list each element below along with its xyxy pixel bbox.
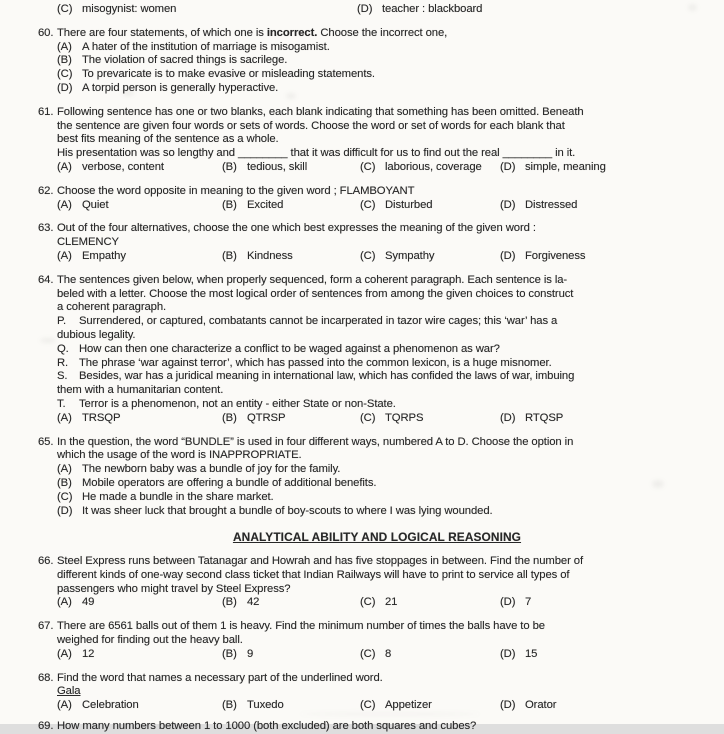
option	[57, 41, 716, 55]
options-row	[57, 412, 716, 426]
option	[500, 699, 716, 713]
option	[222, 699, 360, 713]
text-segment: How can then one characterize a conflict to be waged against a phenomenon as war?	[79, 342, 500, 355]
question-line	[57, 274, 716, 288]
question-line	[57, 685, 716, 699]
text-segment: There are four statements, of which one is	[57, 26, 267, 39]
question-line	[57, 329, 716, 343]
option-label: (A)	[57, 411, 72, 424]
option-label: (B)	[222, 160, 237, 173]
option-text: misogynist: women	[82, 3, 177, 15]
text-segment: weighed for finding out the heavy ball.	[57, 634, 243, 647]
question-body	[57, 672, 716, 713]
question	[38, 27, 716, 96]
option-label: (D)	[357, 3, 373, 15]
question-line	[57, 147, 716, 161]
option	[500, 596, 716, 610]
question-line	[57, 449, 716, 463]
option-text: Excited	[247, 198, 284, 211]
question-body	[57, 106, 716, 175]
text-segment: Out of the four alternatives, choose the one which best expresses the meaning of the given word :	[57, 222, 536, 235]
question	[38, 436, 716, 519]
scan-artifact	[300, 712, 480, 716]
question-line	[57, 343, 716, 357]
text-segment: His presentation was so lengthy and ________ that it was difficult for us to find out the real ________ in it.	[57, 147, 576, 160]
option-text: Orator	[525, 699, 557, 712]
top-partial-options	[38, 3, 716, 17]
option-text: TQRPS	[385, 411, 424, 424]
text-segment: R.	[57, 356, 69, 369]
question	[38, 620, 716, 661]
question-number: 62.	[38, 184, 54, 197]
option-label: (B)	[222, 198, 237, 211]
question-line	[57, 583, 716, 597]
text-segment: S.	[57, 370, 68, 383]
option-text: Distressed	[525, 198, 578, 211]
question-number: 69.	[38, 720, 54, 733]
text-segment: There are 6561 balls out of them 1 is heavy. Find the minimum number of times the balls have to be	[57, 620, 545, 633]
option-label: (A)	[57, 647, 72, 660]
option-text: 21	[385, 596, 398, 609]
options-row	[57, 648, 716, 662]
option-label: (C)	[57, 3, 73, 15]
question-number: 65.	[38, 435, 54, 448]
scan-artifact	[286, 93, 296, 99]
question	[38, 274, 716, 426]
option	[222, 596, 360, 610]
option-label: (A)	[57, 198, 72, 211]
option-label: (D)	[500, 198, 516, 211]
question-line	[57, 620, 716, 634]
question-line: How many numbers between 1 to 1000 (both excluded) are both squares and cubes?	[57, 720, 477, 733]
scan-artifact	[652, 480, 664, 488]
option-label: (D)	[500, 596, 516, 609]
top-partial-body	[57, 3, 716, 17]
option-text: 49	[82, 596, 95, 609]
option-text: Mobile operators are offering a bundle of additional benefits.	[82, 476, 377, 489]
options-row	[57, 596, 716, 610]
question-line	[57, 120, 716, 134]
question-number: 61.	[38, 105, 54, 118]
text-segment: Find the word that names a necessary part of the underlined word.	[57, 671, 383, 684]
text-segment: Following sentence has one or two blanks, each blank indicating that something has been omitted. Beneath	[57, 105, 584, 118]
option-text: simple, meaning	[525, 160, 606, 173]
option-label: (B)	[57, 476, 72, 489]
question-line	[57, 569, 716, 583]
question-line	[57, 384, 716, 398]
option-label: (D)	[57, 81, 73, 94]
text-segment: CLEMENCY	[57, 236, 119, 249]
question-number: 68.	[38, 671, 54, 684]
text-segment: Gala	[57, 685, 81, 698]
option-text: Disturbed	[385, 198, 433, 211]
option	[222, 648, 360, 662]
option-text: A hater of the institution of marriage is misogamist.	[82, 40, 330, 53]
option-label: (C)	[360, 411, 376, 424]
option-text: tedious, skill	[247, 160, 308, 173]
option	[360, 699, 500, 713]
option	[57, 161, 222, 175]
option-label: (A)	[57, 160, 72, 173]
text-segment: Terror is a phenomenon, not an entity - either State or non-State.	[79, 397, 396, 410]
option-label: (B)	[222, 249, 237, 262]
question-line	[57, 185, 716, 199]
option-label: (D)	[500, 411, 516, 424]
question-body	[57, 27, 716, 96]
scan-artifact	[122, 90, 134, 96]
text-segment: Q.	[57, 342, 69, 355]
option	[500, 199, 716, 213]
option-text: Quiet	[82, 198, 109, 211]
option-text: 9	[247, 647, 254, 660]
option-text: 42	[247, 596, 260, 609]
option-text: He made a bundle in the share market.	[82, 490, 274, 503]
option-text: It was sheer luck that brought a bundle of boy-scouts to where I was lying wounded.	[82, 504, 493, 517]
question-body	[57, 436, 716, 519]
question	[38, 106, 716, 175]
option	[360, 412, 500, 426]
question-line	[57, 672, 716, 686]
question-body	[57, 274, 716, 426]
question-body	[57, 555, 716, 610]
text-segment: which the usage of the word is INAPPROPRIATE.	[57, 449, 302, 462]
question-line	[57, 288, 716, 302]
option-label: (C)	[360, 647, 376, 660]
question	[38, 555, 716, 610]
option-text: A torpid person is generally hyperactive.	[82, 81, 279, 94]
text-segment: T.	[57, 397, 66, 410]
option-label: (A)	[57, 463, 72, 476]
option-text: Forgiveness	[525, 249, 586, 262]
option-label: (B)	[222, 411, 237, 424]
text-segment: passengers who might travel by Steel Express?	[57, 582, 291, 595]
option-text: Kindness	[247, 249, 293, 262]
question-line	[57, 222, 716, 236]
option-label: (D)	[500, 647, 516, 660]
question-line	[57, 357, 716, 371]
option	[57, 68, 716, 82]
question	[38, 185, 716, 213]
option-text: Celebration	[82, 699, 139, 712]
text-segment: In the question, the word “BUNDLE” is used in four different ways, numbered A to D. Choose the option in	[57, 435, 574, 448]
question-line	[57, 133, 716, 147]
option	[500, 250, 716, 264]
text-segment: The phrase ‘war against terror’, which has passed into the common lexicon, is a huge misnomer.	[79, 356, 552, 369]
option	[360, 648, 500, 662]
question-body	[57, 222, 716, 263]
option-label: (D)	[500, 699, 516, 712]
text-segment: Choose the word opposite in meaning to the given word ; FLAMBOYANT	[57, 184, 415, 197]
option-text: To prevaricate is to make evasive or misleading statements.	[82, 68, 375, 81]
question-line	[57, 634, 716, 648]
option-text: 8	[385, 647, 392, 660]
option	[500, 648, 716, 662]
spacer	[38, 3, 57, 17]
option	[57, 505, 716, 519]
option	[360, 250, 500, 264]
option	[500, 161, 716, 175]
option-text: laborious, coverage	[385, 160, 482, 173]
option-text: RTQSP	[525, 411, 564, 424]
text-segment: P.	[57, 315, 67, 328]
text-segment: Choose the incorrect one,	[317, 26, 448, 39]
option-text: Empathy	[82, 249, 126, 262]
option	[360, 596, 500, 610]
question-line	[57, 555, 716, 569]
option-label: (C)	[57, 68, 73, 81]
question-number: 63.	[38, 222, 54, 235]
options-row	[57, 699, 716, 713]
option-label: (A)	[57, 249, 72, 262]
text-segment: Besides, war has a juridical meaning in international law, which has confided the laws of war, imbuing	[79, 370, 575, 383]
options-row	[57, 199, 716, 213]
option-text: teacher : blackboard	[382, 3, 483, 15]
option	[57, 3, 357, 17]
option-text: 7	[525, 596, 532, 609]
options-row	[57, 161, 716, 175]
option	[57, 491, 716, 505]
option	[57, 648, 222, 662]
text-segment: a coherent paragraph.	[57, 301, 167, 314]
option-label: (C)	[57, 490, 73, 503]
option-text: The violation of sacred things is sacrilege.	[82, 54, 288, 67]
option-text: 12	[82, 647, 95, 660]
option-text: The newborn baby was a bundle of joy for the family.	[82, 463, 341, 476]
text-segment: Steel Express runs between Tatanagar and Howrah and has five stoppages in between. Find the number of	[57, 555, 584, 568]
text-segment: beled with a letter. Choose the most logical order of sentences from among the given choices to construct	[57, 287, 574, 300]
option-text: 15	[525, 647, 538, 660]
option	[500, 412, 716, 426]
question-line	[57, 315, 716, 329]
section-heading: ANALYTICAL ABILITY AND LOGICAL REASONING	[232, 530, 522, 545]
option	[222, 199, 360, 213]
option-text: verbose, content	[82, 160, 164, 173]
option-label: (D)	[500, 160, 516, 173]
text-segment: dubious legality.	[57, 328, 136, 341]
question-line	[57, 27, 716, 41]
questions-section-reasoning	[38, 555, 716, 713]
question	[38, 672, 716, 713]
option-label: (C)	[360, 249, 376, 262]
option-label: (B)	[57, 54, 72, 67]
question-body	[57, 620, 716, 661]
question-line	[57, 236, 716, 250]
question-line	[57, 106, 716, 120]
option	[360, 199, 500, 213]
text-segment: different kinds of one-way second class ticket that Indian Railways will have to print to service all types of	[57, 568, 570, 581]
options-row	[57, 250, 716, 264]
option-label: (A)	[57, 596, 72, 609]
text-segment: Surrendered, or captured, combatants cannot be incarperated in tazor wire cages; this ‘war’ has a	[79, 315, 558, 328]
question-number: 64.	[38, 273, 54, 286]
option	[57, 596, 222, 610]
option-label: (C)	[360, 160, 376, 173]
text-segment: them with a humanitarian content.	[57, 384, 224, 397]
option-text: Tuxedo	[247, 699, 284, 712]
question-line	[57, 436, 716, 450]
option-label: (B)	[222, 647, 237, 660]
option	[357, 3, 482, 17]
question-line	[57, 398, 716, 412]
option	[57, 199, 222, 213]
scan-artifact	[40, 338, 56, 343]
text-segment: best fits meaning of the sentence as a whole.	[57, 133, 279, 146]
option	[57, 82, 716, 96]
option	[57, 54, 716, 68]
option-text: QTRSP	[247, 411, 286, 424]
option-label: (D)	[57, 504, 73, 517]
option-label: (C)	[360, 699, 376, 712]
text-segment: incorrect.	[266, 26, 318, 39]
question-number: 66.	[38, 555, 54, 568]
option	[57, 412, 222, 426]
question	[38, 222, 716, 263]
option-text: TRSQP	[82, 411, 121, 424]
option-text: Appetizer	[385, 699, 432, 712]
option	[57, 250, 222, 264]
option	[57, 463, 716, 477]
questions-section-verbal	[38, 27, 716, 519]
scan-artifact	[688, 4, 697, 11]
option-label: (D)	[500, 249, 516, 262]
option	[57, 699, 222, 713]
text-segment: The sentences given below, when properly sequenced, form a coherent paragraph. Each sentence is la-	[57, 273, 568, 286]
option-label: (A)	[57, 699, 72, 712]
question-number: 67.	[38, 620, 54, 633]
option	[222, 250, 360, 264]
question-number: 60.	[38, 26, 54, 39]
option-label: (A)	[57, 40, 72, 53]
option	[222, 161, 360, 175]
bottom-partial-question	[38, 720, 716, 734]
question-line	[57, 370, 716, 384]
option-label: (B)	[222, 699, 237, 712]
text-segment: the sentence are given four words or sets of words. Choose the word or set of words for each blank that	[57, 119, 565, 132]
question-line	[57, 301, 716, 315]
option-label: (B)	[222, 596, 237, 609]
question-body	[57, 185, 716, 213]
option	[57, 477, 716, 491]
option	[360, 161, 500, 175]
option-text: Sympathy	[385, 249, 435, 262]
option	[222, 412, 360, 426]
option-label: (C)	[360, 198, 376, 211]
option-label: (C)	[360, 596, 376, 609]
